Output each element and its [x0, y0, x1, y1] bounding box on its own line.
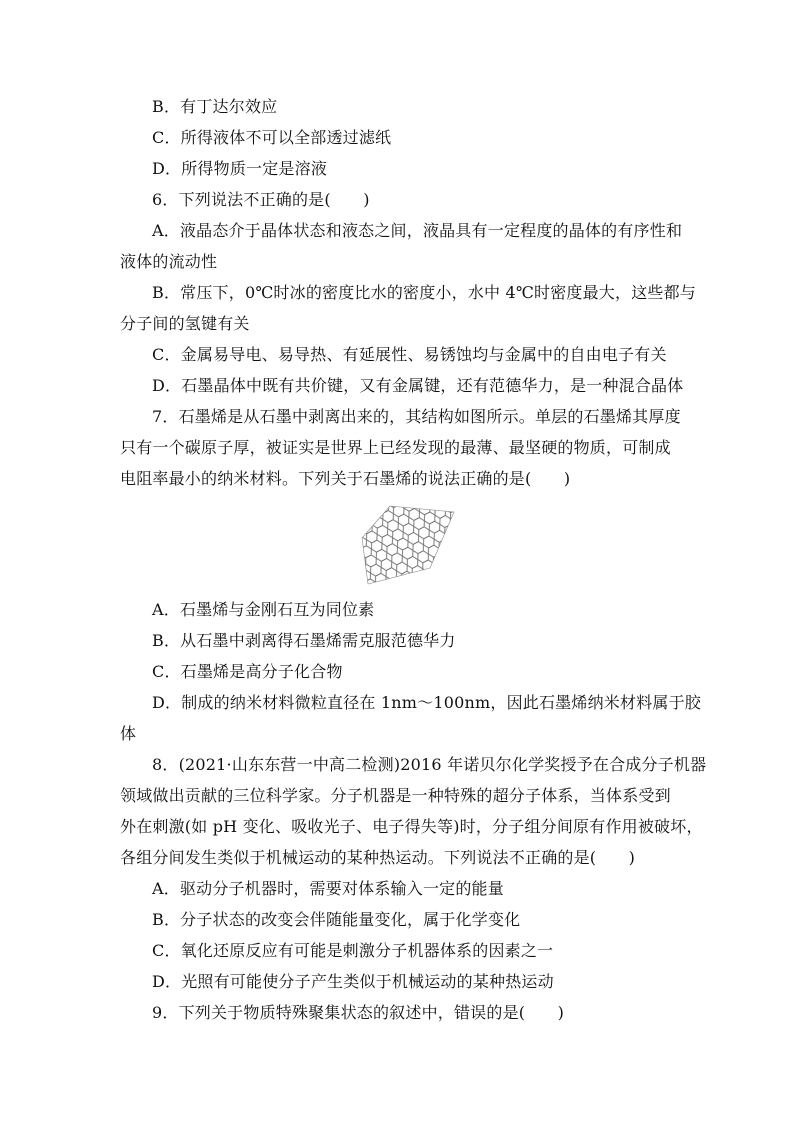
- q9-stem: 9．下列关于物质特殊聚集状态的叙述中，错误的是( ): [152, 1003, 565, 1022]
- q6-stem: 6．下列说法不正确的是( ): [152, 190, 370, 209]
- graphene-honeycomb-icon: [360, 502, 456, 586]
- q7-option-d-line2: 体: [120, 724, 137, 743]
- q6-option-b-line2: 分子间的氢键有关: [120, 314, 250, 333]
- q7-option-d-line1: D．制成的纳米材料微粒直径在 1nm～100nm，因此石墨烯纳米材料属于胶: [152, 693, 701, 712]
- q6-option-d: D．石墨晶体中既有共价键，又有金属键，还有范德华力，是一种混合晶体: [152, 376, 684, 395]
- q5-option-c: C．所得液体不可以全部透过滤纸: [152, 128, 392, 147]
- q6-option-b-line1: B．常压下，0℃时冰的密度比水的密度小，水中 4℃时密度最大，这些都与: [152, 283, 697, 302]
- q8-option-a: A．驱动分子机器时，需要对体系输入一定的能量: [152, 879, 504, 898]
- q7-option-b: B．从石墨中剥离得石墨烯需克服范德华力: [152, 631, 456, 650]
- q8-stem-line2: 领域做出贡献的三位科学家。分子机器是一种特殊的超分子体系，当体系受到: [120, 786, 671, 805]
- q6-option-a-line2: 液体的流动性: [120, 252, 218, 271]
- q8-option-c: C．氧化还原反应有可能是刺激分子机器体系的因素之一: [152, 941, 554, 960]
- q8-option-d: D．光照有可能使分子产生类似于机械运动的某种热运动: [152, 972, 554, 991]
- q7-stem-line3: 电阻率最小的纳米材料。下列关于石墨烯的说法正确的是( ): [120, 469, 571, 488]
- q8-stem-line4: 各组分间发生类似于机械运动的某种热运动。下列说法不正确的是( ): [120, 848, 636, 867]
- q8-option-b: B．分子状态的改变会伴随能量变化，属于化学变化: [152, 910, 521, 929]
- q8-stem-line3: 外在刺激(如 pH 变化、吸收光子、电子得失等)时，分子组分间原有作用被破坏，: [120, 817, 703, 836]
- q7-option-a: A．石墨烯与金刚石互为同位素: [152, 600, 375, 619]
- q6-option-a-line1: A．液晶态介于晶体状态和液态之间，液晶具有一定程度的晶体的有序性和: [152, 221, 683, 240]
- q5-option-b: B．有丁达尔效应: [152, 97, 278, 116]
- q5-option-d: D．所得物质一定是溶液: [152, 159, 328, 178]
- q6-option-c: C．金属易导电、易导热、有延展性、易锈蚀均与金属中的自由电子有关: [152, 345, 667, 364]
- q7-option-c: C．石墨烯是高分子化合物: [152, 662, 343, 681]
- q7-stem-line1: 7．石墨烯是从石墨中剥离出来的，其结构如图所示。单层的石墨烯其厚度: [152, 407, 681, 426]
- q8-stem-line1: 8．(2021·山东东营一中高二检测)2016 年诺贝尔化学奖授予在合成分子机器: [152, 755, 707, 774]
- graphene-structure-figure: [360, 502, 456, 586]
- q7-stem-line2: 只有一个碳原子厚，被证实是世界上已经发现的最薄、最坚硬的物质，可制成: [120, 438, 671, 457]
